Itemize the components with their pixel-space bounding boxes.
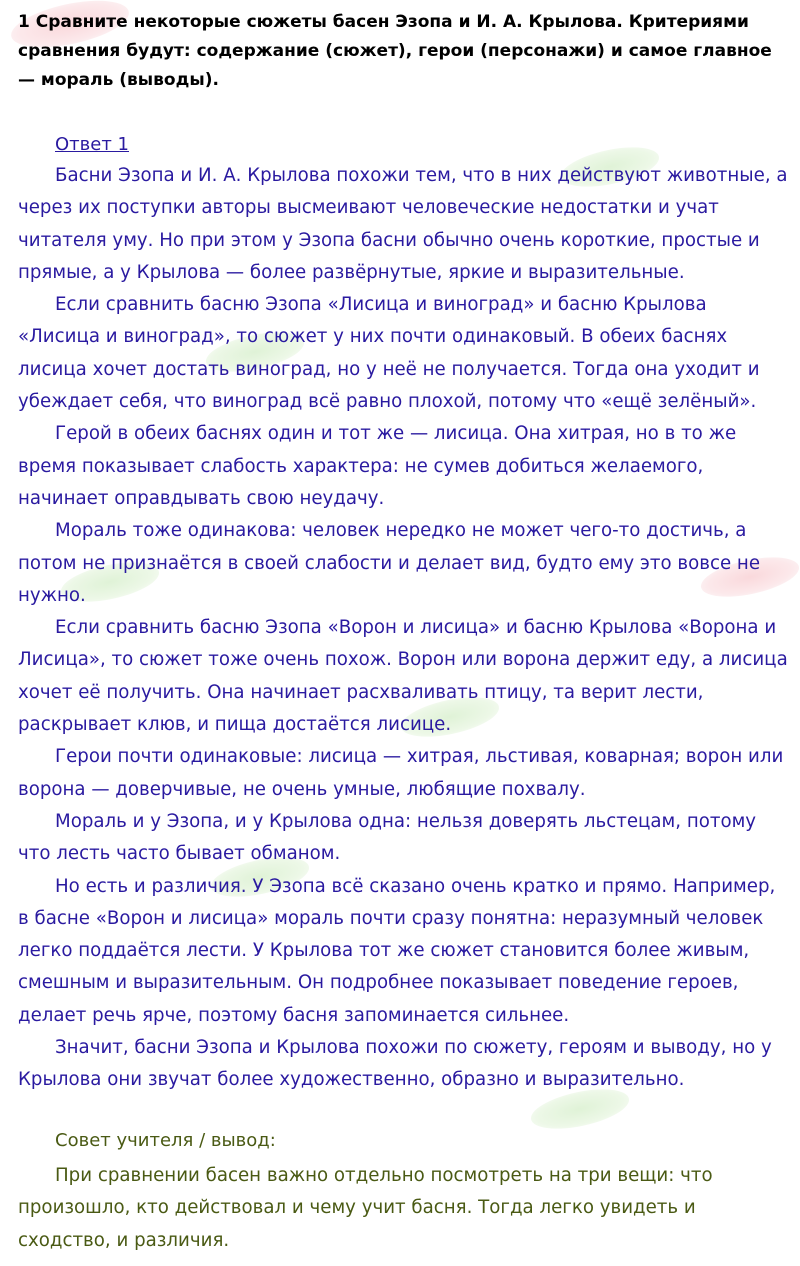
answer-title: Ответ 1 bbox=[55, 134, 129, 155]
answer-paragraph: Если сравнить басню Эзопа «Лисица и виноград» и басню Крылова «Лисица и виноград», то сюжет у них почти одинаковый. В обеих баснях лисица хочет достать виноград, но у неё не получается. Тогда она уходит и убеждает себя, что виноград всё равно плохой, потому что «ещё зелёный». bbox=[18, 294, 760, 413]
advice-body bbox=[18, 1160, 790, 1257]
answer-paragraph: Если сравнить басню Эзопа «Ворон и лисица» и басню Крылова «Ворона и Лисица», то сюжет тоже очень похож. Ворон или ворона держит еду, а лисица хочет её получить. Она начинает расхваливать птицу, та верит лести, раскрывает клюв, и пища достаётся лисице. bbox=[18, 617, 788, 736]
answer-paragraph: Мораль тоже одинакова: человек нередко не может чего-то достичь, а потом не признаётся в своей слабости и делает вид, будто ему это вовсе не нужно. bbox=[18, 520, 761, 606]
answer-paragraph: Значит, басни Эзопа и Крылова похожи по сюжету, героям и выводу, но у Крылова они звучат более художественно, образно и выразительно. bbox=[18, 1037, 772, 1091]
answer-paragraph: Герой в обеих баснях один и тот же — лисица. Она хитрая, но в то же время показывает слабость характера: не сумев добиться желаемого, начинает оправдывать свою неудачу. bbox=[18, 423, 737, 509]
question-text: 1 Сравните некоторые сюжеты басен Эзопа и И. А. Крылова. Критериями сравнения будут: содержание (сюжет), герои (персонажи) и самое главное — мораль (выводы). bbox=[18, 12, 772, 90]
answer-paragraph: Герои почти одинаковые: лисица — хитрая, льстивая, коварная; ворон или ворона — доверчивые, не очень умные, любящие похвалу. bbox=[18, 746, 784, 800]
answer-paragraph: Мораль и у Эзопа, и у Крылова одна: нельзя доверять льстецам, потому что лесть часто бывает обманом. bbox=[18, 810, 757, 865]
answer-body bbox=[18, 160, 790, 1097]
advice-paragraph: При сравнении басен важно отдельно посмотреть на три вещи: что произошло, кто действовал и чему учит басня. Тогда легко увидеть и сходство, и различия. bbox=[18, 1165, 713, 1251]
answer-paragraph: Но есть и различия. У Эзопа всё сказано очень кратко и прямо. Например, в басне «Ворон и лисица» мораль почти сразу понятна: неразумный человек легко поддаётся лести. У Крылова тот же сюжет становится более живым, смешным и выразительным. Он подробнее показывает поведение героев, делает речь ярче, поэтому басня запоминается сильнее. bbox=[18, 875, 776, 1026]
advice-title: Совет учителя / вывод: bbox=[55, 1130, 276, 1151]
answer-paragraph: Басни Эзопа и И. А. Крылова похожи тем, что в них действуют животные, а через их поступки авторы высмеивают человеческие недостатки и учат читателя уму. Но при этом у Эзопа басни обычно очень короткие, простые и прямые, а у Крылова — более развёрнутые, яркие и выразительные. bbox=[18, 165, 788, 283]
